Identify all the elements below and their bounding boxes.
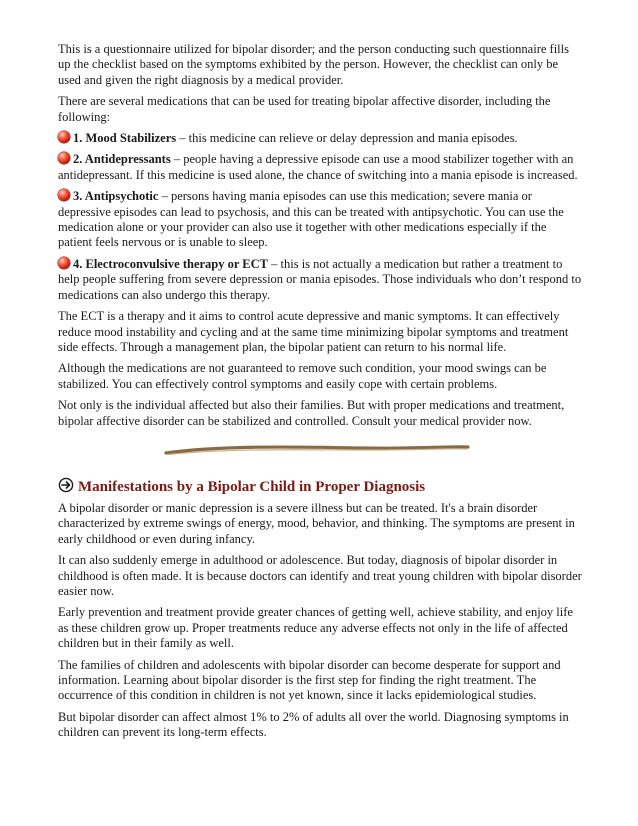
document-page <box>58 42 582 747</box>
red-ball-icon <box>58 131 70 143</box>
circled-arrow-icon <box>58 477 74 493</box>
section-heading-text: Manifestations by a Bipolar Child in Proper Diagnosis <box>78 478 426 495</box>
red-ball-icon <box>58 257 70 269</box>
medication-term: 2. Antidepressants <box>73 152 171 167</box>
section-paragraph-1: A bipolar disorder or manic depression is a severe illness but can be treated. It's a brain disorder characterized by extreme swings of energy, mood, behavior, and thinking. The symptoms are present in early childhood or even during infancy. <box>58 500 575 546</box>
ect-paragraph: The ECT is a therapy and it aims to control acute depressive and manic symptoms. It can effectively reduce mood instability and cycling and at the same time minimizing bipolar symptoms and treatment side effects. Through a management plan, the bipolar patient can return to his normal life. <box>58 309 569 354</box>
section-heading <box>58 477 582 496</box>
medication-text: – persons having mania episodes can use this medication; severe mania or depressive episodes can lead to psychosis, and this can be treated with antipsychotic. You can use the medication alone or your provider can also use it together with other medications especially if the patient feels nervous or is unable to sleep. <box>58 189 564 250</box>
section-paragraph-4: The families of children and adolescents with bipolar disorder can become desperate for support and information. Learning about bipolar disorder is the first step for finding the right treatment. The occurrence of this condition in children is not yet known, since it lacks epidemiological studies. <box>58 657 561 703</box>
intro-paragraph-1: This is a questionnaire utilized for bipolar disorder; and the person conducting such questionnaire fills up the checklist based on the symptoms exhibited by the person. However, the checklist can only be used and given the right diagnosis by a medical provider. <box>58 42 569 87</box>
medication-item-4 <box>58 257 582 303</box>
intro-paragraph-2: There are several medications that can be used for treating bipolar affective disorder, including the following: <box>58 94 551 124</box>
red-ball-icon <box>58 152 70 164</box>
medication-term: 1. Mood Stabilizers <box>73 131 177 146</box>
section-paragraph-3: Early prevention and treatment provide greater chances of getting well, achieve stability, and enjoy life as these children grow up. Proper treatments reduce any adverse effects not only in the life of affected children but in their family as well. <box>58 605 573 651</box>
medication-text: – this medicine can relieve or delay depression and mania episodes. <box>176 131 518 146</box>
medication-item-2 <box>58 152 582 183</box>
section-divider <box>58 435 582 471</box>
red-ball-icon <box>58 189 70 201</box>
medication-item-1 <box>58 131 582 146</box>
section-paragraph-2: It can also suddenly emerge in adulthood or adolescence. But today, diagnosis of bipolar disorder in childhood is often made. It is because doctors can identify and treat young children with bipolar disorder easier now. <box>58 553 582 598</box>
section-paragraph-5: But bipolar disorder can affect almost 1% to 2% of adults all over the world. Diagnosing symptoms in children can prevent its long-term effects. <box>58 709 569 740</box>
ornamental-line-icon <box>162 441 472 461</box>
medication-term: 4. Electroconvulsive therapy or ECT <box>73 256 269 271</box>
stabilize-paragraph: Although the medications are not guaranteed to remove such condition, your mood swings can be stabilized. You can effectively control symptoms and easily cope with certain problems. <box>58 361 547 391</box>
families-paragraph: Not only is the individual affected but also their families. But with proper medications and treatment, bipolar affective disorder can be stabilized and controlled. Consult your medical provider now. <box>58 398 565 428</box>
medication-item-3 <box>58 189 582 251</box>
medication-text: – people having a depressive episode can use a mood stabilizer together with an antidepressant. If this medicine is used alone, the chance of switching into a mania episode is increased. <box>58 152 578 182</box>
medication-term: 3. Antipsychotic <box>73 189 159 204</box>
medication-text: – this is not actually a medication but rather a treatment to help people suffering from severe depression or mania episodes. Those individuals who don’t respond to medications can also undergo this therapy. <box>58 256 582 302</box>
